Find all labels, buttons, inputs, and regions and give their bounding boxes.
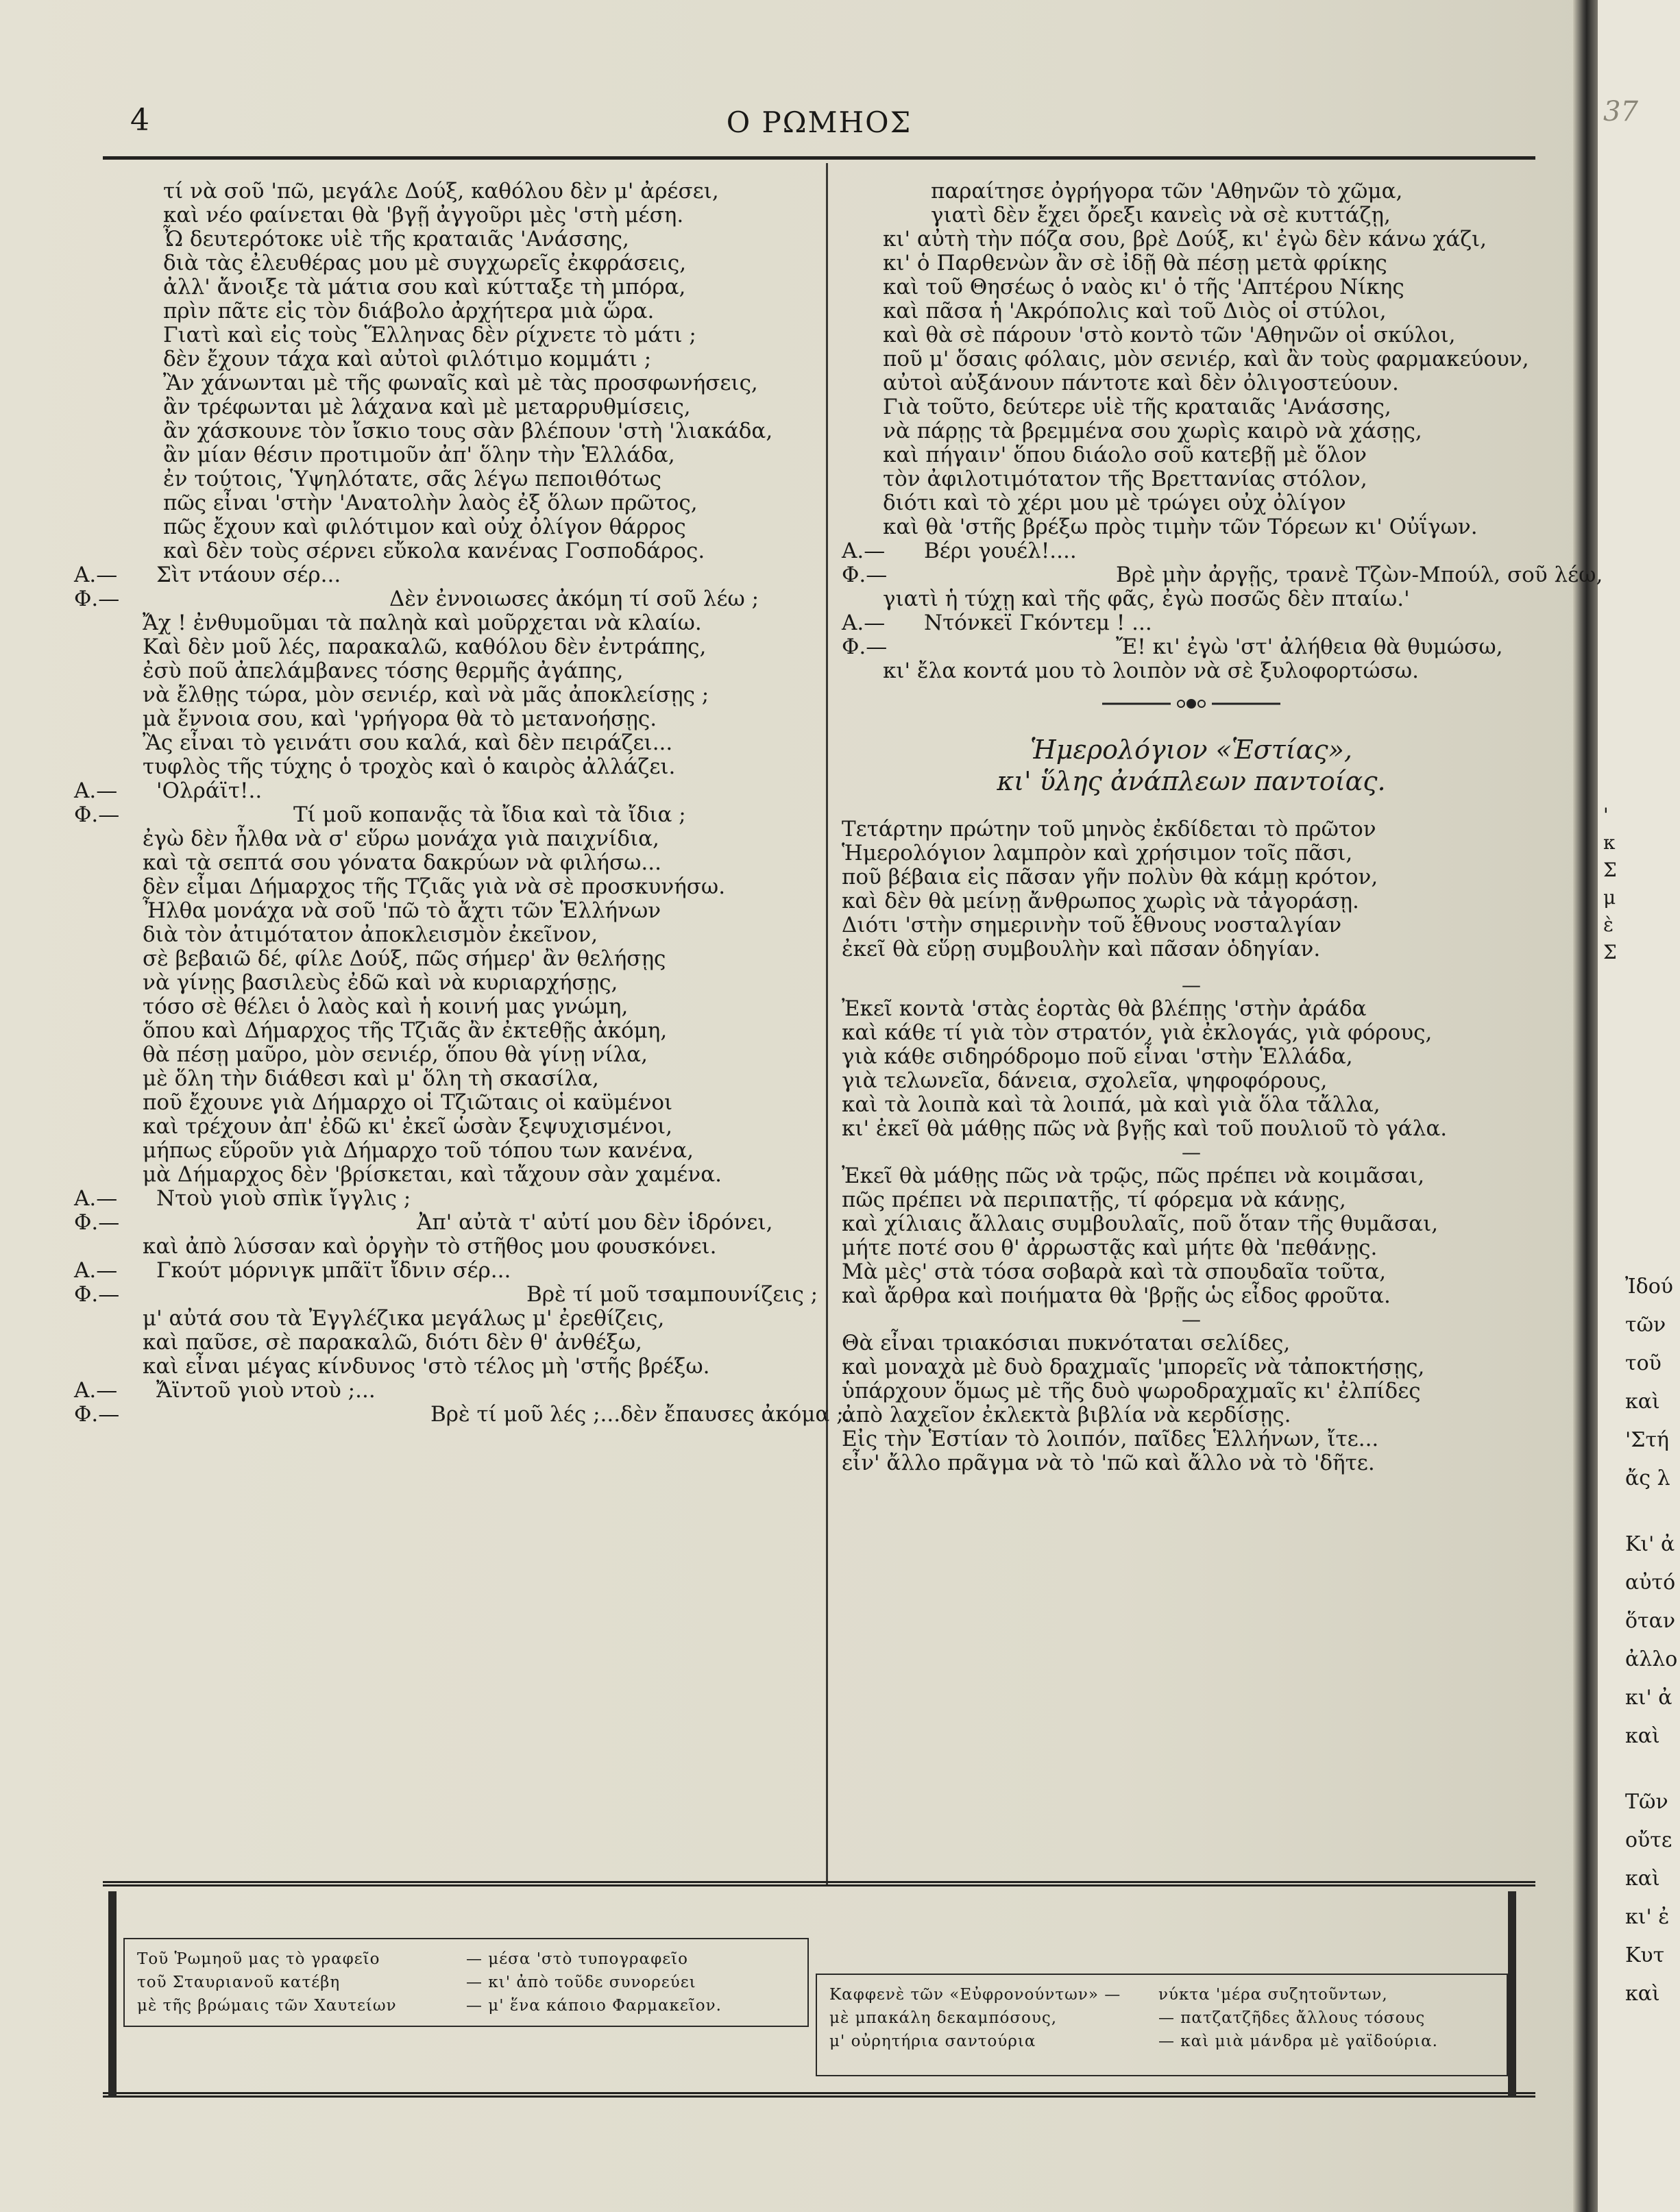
adjacent-page-letter: Σ [1603,859,1617,881]
ad-text: μὲ μπακάλη δεκαμπόσους, [829,2009,1058,2027]
verse-line: μήτε ποτέ σου θ' ἀρρωστᾷς καὶ μήτε θὰ 'πεθάνῃς. [842,1236,1378,1260]
verse-line: καὶ πᾶσα ἡ 'Ακρόπολις καὶ τοῦ Διὸς οἱ στύλοι, [883,299,1387,323]
verse-line: κι' ἐκεῖ θὰ μάθῃς πῶς νὰ βγῇς καὶ τοῦ πουλιοῦ τὸ γάλα. [842,1116,1448,1141]
adjacent-page-fragment: καὶ [1625,1982,1660,2006]
adjacent-page-fragment: κι' ἐ [1625,1905,1670,1929]
newspaper-title: Ο ΡΩΜΗΟΣ [726,106,912,139]
column-rule [826,163,828,1884]
adjacent-page-fragment: ἀλλο [1625,1647,1678,1671]
verse-line: πῶς εἶναι 'στὴν 'Ανατολὴν λαὸς ἐξ ὅλων πρῶτος, [163,491,698,515]
stanza-2 [842,997,1541,1141]
verse-text: Βρὲ μὴν ἀργῇς, τρανὲ Τζὼν-Μπούλ, σοῦ λέω, [1116,563,1603,587]
verse-line: ἐκεῖ θὰ εὕρῃ συμβουλὴν καὶ πᾶσαν ὁδηγίαν. [842,937,1321,961]
verse-line: Γιατὶ καὶ εἰς τοὺς Ἕλληνας δὲν ρίχνετε τὸ μάτι ; [163,323,696,347]
verse-line: νὰ ἔλθῃς τώρα, μὸν σενιέρ, καὶ νὰ μᾶς ἀποκλείσῃς ; [143,683,709,707]
stanza-separator: — [1182,1141,1201,1164]
verse-line: Ἄχ ! ἐνθυμοῦμαι τὰ παληὰ καὶ μοῦρχεται νὰ κλαίω. [143,611,702,635]
dialogue-line [842,563,1603,587]
ad-text: νύκτα 'μέρα συζητοῦντων, [1158,1986,1388,2004]
dialogue-line [842,635,1541,659]
verse-line: τὸν ἀφιλοτιμότατον τῆς Βρεττανίας στόλον, [883,467,1367,491]
verse-line: καὶ κάθε τί γιὰ τὸν στρατόν, γιὰ ἐκλογάς, γιὰ φόρους, [842,1020,1433,1045]
speaker-label: Φ.— [74,1210,120,1235]
verse-text: Δὲν ἐννοιωσες ἀκόμη τί σοῦ λέω ; [389,587,759,611]
stanza-1 [842,818,1541,961]
verse-text: Ἔ! κι' ἐγὼ 'στ' ἀλήθεια θὰ θυμώσω, [1116,635,1503,659]
ad-text: μὲ τῆς βρώμαις τῶν Χαυτείων [137,1997,397,2015]
header-rule [103,156,1535,160]
dialogue-line [74,587,814,611]
verse-line: ποῦ ἔχουνε γιὰ Δήμαρχο οἱ Τζιῶταις οἱ καϋμένοι [143,1090,673,1115]
dialogue-line [842,539,1541,563]
adjacent-page-fragment: οὔτε [1625,1828,1672,1852]
verse-line: γιὰ τελωνεῖα, δάνεια, σχολεῖα, ψηφοφόρους, [842,1068,1328,1093]
verse-line: διότι καὶ τὸ χέρι μου μὲ τρώγει οὐχ ὀλίγον [883,491,1346,515]
verse-text: Ντόνκεϊ Γκόντεμ ! ... [924,611,1152,635]
verse-line: καὶ δὲν τοὺς σέρνει εὔκολα κανένας Γοσποδάρος. [163,539,705,563]
verse-text: Τί μοῦ κοπανᾷς τὰ ἴδια καὶ τὰ ἴδια ; [293,802,686,827]
verse-line: δὲν ἔχουν τάχα καὶ αὐτοὶ φιλότιμο κομμάτι ; [163,347,652,371]
adjacent-page-fragment: αὐτό [1625,1571,1676,1595]
verse-line: ἀπὸ λαχεῖον ἐκλεκτὰ βιβλία νὰ κερδίσῃς. [842,1403,1291,1427]
verse-text: Γκούτ μόρνιγκ μπᾶϊτ ἴδνιν σέρ... [156,1258,511,1283]
verse-line: μὰ Δήμαρχος δὲν 'βρίσκεται, καὶ τἄχουν σὰν χαμένα. [143,1162,722,1187]
adjacent-page-fragment: ἄς λ [1625,1466,1670,1490]
verse-text: Βρὲ τί μοῦ τσαμπουνίζεις ; [526,1282,818,1307]
verse-line: γιατὶ δὲν ἔχει ὄρεξι κανεὶς νὰ σὲ κυττάζῃ, [931,203,1391,228]
adjacent-page-fragment: καὶ [1625,1390,1660,1414]
verse-line: Μὰ μὲς' στὰ τόσα σοβαρὰ καὶ τὰ σπουδαῖα τοῦτα, [842,1259,1387,1284]
verse-line: Ὦ δευτερότοκε υἱὲ τῆς κραταιᾶς 'Ανάσσης, [163,227,629,251]
adjacent-page-edge [1598,0,1680,2212]
dialogue-line [842,611,1541,635]
verse-line: ἂν χάσκουνε τὸν ἴσκιο τους σὰν βλέπουν 'στὴ 'λιακάδα, [163,419,773,443]
page-header [103,96,1535,158]
verse-line: ὅπου καὶ Δήμαρχος τῆς Τζιᾶς ἂν ἐκτεθῇς ἀκόμη, [143,1018,668,1043]
verse-line: παραίτησε ὀγρήγορα τῶν 'Αθηνῶν τὸ χῶμα, [931,179,1403,204]
stanza-4 [842,1331,1541,1475]
adjacent-page-mark: 37 [1603,96,1638,127]
verse-line: γιατὶ ἡ τύχῃ καὶ τῆς φᾶς, ἐγὼ ποσῶς δὲν πταίω.' [883,587,1410,611]
ad-text: — πατζατζῆδες ἄλλους τόσους [1158,2009,1426,2027]
verse-line: τί νὰ σοῦ 'πῶ, μεγάλε Δούξ, καθόλου δὲν μ' ἀρέσει, [163,179,719,204]
adjacent-page-letter: κ [1603,831,1616,854]
verse-line: διὰ τὰς ἐλευθέρας μου μὲ συγχωρεῖς ἐκφράσεις, [163,251,687,275]
stanza-3 [842,1164,1541,1308]
speaker-label: Φ.— [74,1402,120,1427]
adjacent-page-fragment: καὶ [1625,1867,1660,1891]
verse-line: καὶ εἶναι μέγας κίνδυνος 'στὸ τέλος μὴ 'στῆς βρέξω. [143,1354,710,1379]
adjacent-page-fragment: Κυτ [1625,1943,1665,1967]
ad-row [137,1994,795,2017]
verse-line: ποῦ μ' ὅσαις φόλαις, μὸν σενιέρ, καὶ ἂν τοὺς φαρμακεύουν, [883,347,1529,371]
verse-line: διὰ τὸν ἀτιμότατον ἀποκλεισμὸν ἐκεῖνον, [143,922,598,947]
adjacent-page-fragment: τοῦ [1625,1351,1661,1375]
adjacent-page-letter: ὲ [1603,913,1614,936]
dialogue-line [74,1282,818,1307]
verse-line: πῶς πρέπει νὰ περιπατῇς, τί φόρεμα νὰ κάνῃς, [842,1188,1346,1212]
verse-line: Ἦλθα μονάχα νὰ σοῦ 'πῶ τὸ ἄχτι τῶν Ἑλλήνων [143,898,661,923]
adjacent-page-letter: Σ [1603,941,1617,963]
ad-row [829,1983,1494,2006]
verse-line: καὶ δὲν θὰ μείνῃ ἄνθρωπος χωρὶς νὰ τἀγοράσῃ. [842,889,1359,913]
ad-text: — μ' ἕνα κάποιο Φαρμακεῖον. [466,1997,722,2015]
verse-line: ἐν τούτοις, Ὑψηλότατε, σᾶς λέγω πεποιθότως [163,467,662,491]
dialogue-line [74,1379,814,1403]
verse-text: Ἄϊντοῦ γιοὺ ντοὺ ;... [156,1378,376,1403]
verse-line: δὲν εἶμαι Δήμαρχος τῆς Τζιᾶς γιὰ νὰ σὲ προσκυνήσω. [143,874,726,899]
adjacent-page-fragment: Ἰδού [1625,1275,1673,1299]
ad-text: τοῦ Σταυριανοῦ κατέβη [137,1974,341,1991]
verse-line: κι' ἔλα κοντά μου τὸ λοιπὸν νὰ σὲ ξυλοφορτώσω. [883,659,1420,683]
verse-line: Τετάρτην πρώτην τοῦ μηνὸς ἐκδίδεται τὸ πρῶτον [842,817,1376,841]
verse-line: μήπως εὕροῦν γιὰ Δήμαρχο τοῦ τόπου των κανένα, [143,1138,694,1163]
verse-text: Ντοὺ γιοὺ σπὶκ ἴγγλις ; [156,1186,411,1211]
speaker-label: Α.— [74,1186,118,1211]
verse-line: νὰ πάρῃς τὰ βρεμμένα σου χωρὶς καιρὸ νὰ χάσῃς, [883,419,1422,443]
page-number: 4 [130,103,149,138]
left-column [74,179,851,1427]
verse-line: νὰ γίνῃς βασιλεὺς ἐδῶ καὶ νὰ κυριαρχήσῃς, [143,970,618,995]
verse-text: Βρὲ τί μοῦ λές ;...δὲν ἔπαυσες ἀκόμα ;. [430,1402,851,1427]
ad-row [829,2006,1494,2030]
adjacent-page-fragment: Τῶν [1625,1790,1668,1814]
verse-line: αὐτοὶ αὐξάνουν πάντοτε καὶ δὲν ὀλιγοστεύουν. [883,371,1399,395]
verse-line: πρὶν πᾶτε εἰς τὸν διάβολο ἀρχήτερα μιὰ ὥρα. [163,299,655,323]
verse-line: καὶ τοῦ Θησέως ὁ ναὸς κι' ὁ τῆς 'Απτέρου Νίκης [883,275,1404,299]
verse-line: ἐγὼ δὲν ἦλθα νὰ σ' εὕρω μονάχα γιὰ παιχνίδια, [143,826,659,851]
speaker-label: Φ.— [842,563,888,587]
speaker-label: Α.— [842,539,886,563]
frame-bar-left [108,1891,117,2097]
verse-line: κι' ὁ Παρθενὼν ἂν σὲ ἰδῇ θὰ πέσῃ μετὰ φρίκης [883,251,1387,275]
speaker-label: Φ.— [842,635,888,659]
verse-line: ἂν μίαν θέσιν προτιμοῦν ἀπ' ὅλην τὴν Ἑλλάδα, [163,443,675,467]
verse-line: καὶ τρέχουν ἀπ' ἐδῶ κι' ἐκεῖ ὡσὰν ξεψυχισμένοι, [143,1114,673,1139]
speaker-label: Α.— [74,1258,118,1283]
verse-line: ἐσὺ ποῦ ἀπελάμβανες τόσης θερμῆς ἀγάπης, [143,659,624,683]
verse-line: καὶ ἀπὸ λύσσαν καὶ ὀργὴν τὸ στῆθος μου φουσκόνει. [143,1234,717,1259]
dialogue-line [74,1259,814,1283]
adjacent-page-fragment: καὶ [1625,1724,1660,1748]
verse-line: κι' αὐτὴ τὴν πόζα σου, βρὲ Δούξ, κι' ἐγὼ δὲν κάνω χάζι, [883,227,1487,251]
calendar-heading: Ἡμερολόγιον «Ἑστίας», [1030,735,1352,765]
ad-row [137,1971,795,1994]
calendar-subheading: κι' ὕλης ἀνάπλεων παντοίας. [997,766,1386,796]
verse-line: Ἂς εἶναι τὸ γεινάτι σου καλά, καὶ δὲν πειράζει... [143,730,673,755]
verse-line: καὶ θὰ 'στῆς βρέξω πρὸς τιμὴν τῶν Τόρεων κι' Οὐΐγων. [883,515,1478,539]
verse-line: τυφλὸς τῆς τύχης ὁ τροχὸς καὶ ὁ καιρὸς ἀλλάζει. [143,754,676,779]
verse-line: καὶ πήγαιν' ὅπου διάολο σοῦ κατεβῇ μὲ ὅλον [883,443,1367,467]
verse-line: καὶ ἄρθρα καὶ ποιήματα θὰ 'βρῇς ὡς εἶδος φροῦτα. [842,1283,1391,1308]
advertisement-box-office [123,1938,809,2027]
verse-line: καὶ νέο φαίνεται θὰ 'βγῇ ἀγγοῦρι μὲς 'στὴ μέση. [163,203,684,228]
verse-text: Ἀπ' αὐτὰ τ' αὐτί μου δὲν ἱδρόνει, [417,1210,773,1235]
verse-line: Ἐκεῖ θὰ μάθῃς πῶς νὰ τρῷς, πῶς πρέπει νὰ κοιμᾶσαι, [842,1164,1425,1188]
verse-line: καὶ χίλιαις ἄλλαις συμβουλαῖς, ποῦ ὅταν τῆς θυμᾶσαι, [842,1212,1439,1236]
adjacent-page-fragment: Κι' ἀ [1625,1532,1675,1556]
ad-text: — κι' ἀπὸ τοῦδε συνορεύει [466,1974,696,1991]
stanza-separator: — [1182,974,1201,996]
adjacent-page-fragment: κι' ἀ [1625,1686,1672,1710]
verse-line: Ἐκεῖ κοντὰ 'στὰς ἑορτὰς θὰ βλέπῃς 'στὴν ἀράδα [842,996,1367,1021]
verse-line: μὰ ἔννοια σου, καὶ 'γρήγορα θὰ τὸ μετανοήσῃς. [143,706,657,731]
frame-bar-right [1508,1891,1516,2097]
verse-line: ὑπάρχουν ὅμως μὲ τῆς δυὸ ψωροδραχμαῖς κι' ἐλπίδες [842,1379,1421,1403]
ad-text: Καφφενὲ τῶν «Εὐφρονούντων» — [829,1986,1121,2004]
verse-line: μ' αὐτά σου τὰ Ἐγγλέζικα μεγάλως μ' ἐρεθίζεις, [143,1306,665,1331]
book-spine [1573,0,1598,2212]
verse-line: καὶ τὰ λοιπὰ καὶ τὰ λοιπά, μὰ καὶ γιὰ ὅλα τἄλλα, [842,1092,1380,1117]
dialogue-line [74,779,814,803]
verse-line: πῶς ἔχουν καὶ φιλότιμον καὶ οὐχ ὀλίγον θάρρος [163,515,686,539]
verse-line: εἶν' ἄλλο πρᾶγμα νὰ τὸ 'πῶ καὶ ἄλλο νὰ τὸ 'δῆτε. [842,1451,1375,1475]
adjacent-page-fragment: τῶν [1625,1313,1666,1337]
verse-line: Διότι 'στὴν σημερινὴν τοῦ ἔθνους νοσταλγίαν [842,913,1342,937]
dialogue-line [74,803,814,827]
adjacent-page-letter: μ [1603,886,1616,909]
adjacent-page-fragment: 'Στή [1625,1428,1670,1452]
verse-line: γιὰ κάθε σιδηρόδρομο ποῦ εἶναι 'στὴν Ἑλλάδα, [842,1044,1353,1069]
verse-line: ἀλλ' ἄνοιξε τὰ μάτια σου καὶ κύτταξε τὴ μπόρα, [163,275,686,299]
verse-line: Ἡμερολόγιον λαμπρὸν καὶ χρήσιμον τοῖς πᾶσι, [842,841,1353,865]
verse-line: μὲ ὅλη τὴν διάθεσι καὶ μ' ὅλη τὴ σκασίλα, [143,1066,599,1091]
verse-line: τόσο σὲ θέλει ὁ λαὸς καὶ ἡ κοινή μας γνώμη, [143,994,629,1019]
dialogue-line [74,1211,814,1235]
verse-line: Ἂν χάνωνται μὲ τῆς φωναῖς καὶ μὲ τὰς προσφωνήσεις, [163,371,758,395]
stanza-separator: — [1182,1308,1201,1331]
speaker-label: Α.— [74,1378,118,1403]
dialogue-line [74,1187,814,1211]
ad-text: μ' οὐρητήρια σαντούρια [829,2032,1036,2050]
ad-row [829,2030,1494,2053]
adjacent-page-fragment: ὅταν [1625,1609,1676,1633]
verse-text: 'Ολράϊτ!.. [156,778,263,803]
verse-line: ποῦ βέβαια εἰς πᾶσαν γῆν πολὺν θὰ κάμῃ κρότον, [842,865,1378,889]
speaker-label: Α.— [74,778,118,803]
verse-line: καὶ θὰ σὲ πάρουν 'στὸ κοντὸ τῶν 'Αθηνῶν οἱ σκύλοι, [883,323,1456,347]
dialogue-line [74,1402,851,1427]
verse-line: σὲ βεβαιῶ δέ, φίλε Δούξ, πῶς σήμερ' ἂν θελήσῃς [143,946,666,971]
adjacent-page-letter: ' [1603,804,1609,826]
verse-line: καὶ μοναχὰ μὲ δυὸ δραχμαῖς 'μπορεῖς νὰ τἀποκτήσῃς, [842,1355,1425,1379]
ad-text: — μέσα 'στὸ τυπογραφεῖο [466,1950,688,1968]
dialogue-line [74,563,814,587]
verse-text: Βέρι γουέλ!.... [924,539,1077,563]
verse-line: Καὶ δὲν μοῦ λές, παρακαλῶ, καθόλου δὲν ἐντράπης, [143,635,707,659]
speaker-label: Φ.— [74,587,120,611]
verse-line: Θὰ εἶναι τριακόσιαι πυκνόταται σελίδες, [842,1331,1291,1355]
verse-line: καὶ παῦσε, σὲ παρακαλῶ, διότι δὲν θ' ἀνθέξω, [143,1330,642,1355]
verse-line: ἂν τρέφωνται μὲ λάχανα καὶ μὲ μεταρρυθμίσεις, [163,395,691,419]
right-column [842,179,1603,1475]
speaker-label: Φ.— [74,1282,120,1307]
section-ornament [842,691,1541,716]
verse-line: Γιὰ τοῦτο, δεύτερε υἱὲ τῆς κραταιᾶς 'Ανάσσης, [883,395,1391,419]
speaker-label: Α.— [74,563,118,587]
verse-line: θὰ πέσῃ μαῦρο, μὸν σενιέρ, ὅπου θὰ γίνῃ νίλα, [143,1042,648,1067]
ad-text: Τοῦ Ῥωμηοῦ μας τὸ γραφεῖο [137,1950,380,1968]
speaker-label: Φ.— [74,802,120,827]
advertisement-box-cafe [816,1974,1508,2076]
verse-line: Εἰς τὴν Ἑστίαν τὸ λοιπόν, παῖδες Ἑλλήνων, ἴτε... [842,1427,1379,1451]
verse-text: Σὶτ ντάουν σέρ... [156,563,341,587]
ad-text: — καὶ μιὰ μάνδρα μὲ γαϊδούρια. [1158,2032,1438,2050]
ad-row [137,1947,795,1971]
verse-line: καὶ τὰ σεπτά σου γόνατα δακρύων νὰ φιλήσω... [143,850,661,875]
speaker-label: Α.— [842,611,886,635]
